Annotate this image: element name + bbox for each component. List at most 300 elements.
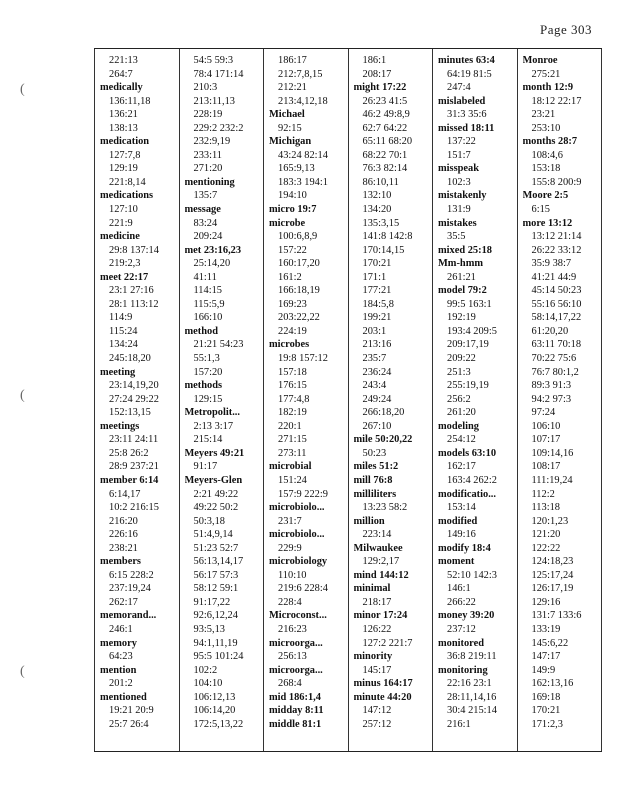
index-page-ref: 182:19 (278, 407, 307, 419)
index-page-ref: 218:17 (362, 596, 392, 608)
index-page-ref: 131:7 133:6 (531, 610, 582, 622)
index-page-ref: 147:17 (531, 651, 561, 663)
index-page-ref: 165:9,13 (278, 163, 315, 175)
index-page-ref: 22:16 23:1 (447, 678, 492, 690)
index-page-ref: 161:2 (278, 271, 302, 283)
index-column (432, 49, 517, 751)
index-page-ref: 64:19 81:5 (447, 68, 492, 80)
binder-hole-mark: ( (20, 388, 25, 403)
index-page-ref: 104:10 (193, 678, 223, 690)
index-page-ref: 134:24 (109, 339, 138, 351)
index-page-ref: 36:8 219:11 (447, 651, 497, 663)
index-page-ref: 55:16 56:10 (531, 298, 582, 310)
index-page-ref: 122:22 (531, 542, 561, 554)
index-page-ref: 28:9 237:21 (109, 461, 159, 473)
index-page-ref: 266:22 (447, 596, 476, 608)
index-term: medication (100, 136, 150, 148)
index-page-ref: 177:21 (362, 285, 392, 297)
index-term: Milwaukee (353, 542, 403, 554)
index-term: money 39:20 (438, 610, 495, 622)
index-page-ref: 46:2 49:8,9 (362, 109, 410, 121)
index-page-ref: 251:3 (447, 366, 471, 378)
index-term: microorga... (269, 664, 323, 676)
index-page-ref: 107:17 (531, 434, 561, 446)
index-term: members (100, 556, 141, 568)
index-term: mistakes (438, 217, 477, 229)
index-page-ref: 108:17 (531, 461, 561, 473)
index-term: modificatio... (438, 488, 497, 500)
index-page-ref: 231:7 (278, 515, 302, 527)
word-index-table (94, 48, 602, 752)
index-page-ref: 120:1,23 (531, 515, 569, 527)
index-page-ref: 83:24 (193, 217, 218, 229)
index-page-ref: 35:9 38:7 (531, 258, 572, 270)
index-page-ref: 13:23 58:2 (362, 502, 408, 514)
index-page-ref: 194:10 (278, 190, 307, 202)
index-page-ref: 127:2 221:7 (362, 637, 413, 649)
index-page-ref: 199:21 (362, 312, 392, 324)
index-term: monitored (438, 637, 484, 649)
index-page-ref: 131:9 (447, 204, 471, 216)
index-term: Meyers 49:21 (184, 447, 245, 459)
index-page-ref: 149:9 (531, 664, 556, 676)
index-term: misspeak (438, 163, 479, 175)
index-term: moment (438, 556, 475, 568)
index-page-ref: 45:14 50:23 (531, 285, 582, 297)
page-number: Page 303 (539, 22, 592, 37)
index-page-ref: 6:15 228:2 (109, 569, 154, 581)
index-page-ref: 56:17 57:3 (193, 569, 239, 581)
index-page-ref: 50:3,18 (193, 515, 225, 527)
index-page-ref: 19:8 157:12 (278, 353, 328, 365)
index-page-ref: 157:18 (278, 366, 307, 378)
index-term: models 63:10 (438, 447, 497, 459)
index-page-ref: 115:24 (109, 325, 138, 337)
index-page-ref: 147:12 (362, 705, 392, 717)
index-term: meeting (100, 366, 136, 378)
index-page-ref: 237:19,24 (109, 583, 151, 595)
index-term: minor 17:24 (353, 610, 408, 622)
index-page-ref: 271:15 (278, 434, 307, 446)
index-term: modeling (438, 420, 479, 432)
index-page-ref: 113:18 (531, 502, 560, 514)
index-term: monitoring (438, 664, 488, 676)
index-page-ref: 127:7,8 (109, 149, 141, 161)
index-page-ref: 13:12 21:14 (531, 231, 582, 243)
index-term: minute 44:20 (353, 691, 412, 703)
index-page-ref: 170:14,15 (362, 244, 405, 256)
index-page-ref: 56:13,14,17 (193, 556, 244, 568)
index-page-ref: 54:5 59:3 (193, 55, 234, 66)
index-term: Mm-hmm (438, 258, 484, 270)
index-term: mistakenly (438, 190, 487, 202)
index-term: minutes 63:4 (438, 55, 495, 66)
index-term: met 23:16,23 (184, 244, 242, 256)
index-page-ref: 201:2 (109, 678, 133, 690)
index-page-ref: 273:11 (278, 447, 307, 459)
index-page-ref: 166:10 (193, 312, 223, 324)
index-page-ref: 221:9 (109, 217, 133, 229)
index-page-ref: 243:4 (362, 380, 387, 392)
index-page-ref: 114:9 (109, 312, 133, 324)
index-page-ref: 109:14,16 (531, 447, 574, 459)
index-page-ref: 58:14,17,22 (531, 312, 582, 324)
index-page-ref: 184:5,8 (362, 298, 394, 310)
index-page-ref: 58:12 59:1 (193, 583, 239, 595)
index-page-ref: 126:17,19 (531, 583, 574, 595)
index-page-ref: 23:14,19,20 (109, 380, 159, 392)
index-term: mislabeled (438, 95, 486, 107)
index-page-ref: 76:3 82:14 (362, 163, 408, 175)
index-page-ref: 125:17,24 (531, 569, 574, 581)
index-page-ref: 253:10 (531, 122, 561, 134)
index-term: Monroe (522, 55, 558, 66)
index-page-ref: 50:23 (362, 447, 387, 459)
index-page-ref: 183:3 194:1 (278, 176, 328, 188)
index-page-ref: 209:17,19 (447, 339, 489, 351)
index-page-ref: 221:8,14 (109, 176, 146, 188)
index-page-ref: 228:19 (193, 109, 223, 121)
index-term: more 13:12 (522, 217, 573, 229)
index-page-ref: 63:11 70:18 (531, 339, 582, 351)
index-page-ref: 203:22,22 (278, 312, 320, 324)
index-page-ref: 233:11 (193, 149, 222, 161)
index-term: missed 18:11 (438, 122, 495, 134)
index-page-ref: 136:21 (109, 109, 138, 121)
index-page-ref: 18:12 22:17 (531, 95, 582, 107)
index-page-ref: 266:18,20 (362, 407, 405, 419)
index-page-ref: 135:7 (193, 190, 218, 202)
index-page-ref: 163:4 262:2 (447, 474, 497, 486)
index-page-ref: 102:3 (447, 176, 471, 188)
index-page-ref: 216:23 (278, 623, 307, 635)
index-term: Michigan (269, 136, 312, 148)
index-page-ref: 213:16 (362, 339, 392, 351)
index-page-ref: 271:20 (193, 163, 223, 175)
index-page-ref: 133:19 (531, 623, 561, 635)
index-term: mixed 25:18 (438, 244, 492, 256)
index-page-ref: 213:11,13 (193, 95, 235, 107)
index-page-ref: 153:14 (447, 502, 476, 514)
index-page-ref: 219:6 228:4 (278, 583, 328, 595)
index-term: might 17:22 (353, 82, 407, 94)
index-term: minority (353, 651, 393, 663)
index-page-ref: 23:11 24:11 (109, 434, 159, 446)
index-term: member 6:14 (100, 474, 159, 486)
index-page-ref: 127:10 (109, 204, 138, 216)
index-page-ref: 155:8 200:9 (531, 176, 582, 188)
index-page-ref: 229:2 232:2 (193, 122, 244, 134)
index-page-ref: 94:1,11,19 (193, 637, 238, 649)
index-page-ref: 170:21 (362, 258, 392, 270)
index-term: model 79:2 (438, 285, 487, 297)
index-page-ref: 192:19 (447, 312, 476, 324)
index-page-ref: 151:24 (278, 474, 307, 486)
index-page-ref: 160:17,20 (278, 258, 320, 270)
index-page-ref: 254:12 (447, 434, 476, 446)
index-page-ref: 162:17 (447, 461, 476, 473)
index-page-ref: 267:10 (362, 420, 392, 432)
index-term: modified (438, 515, 478, 527)
index-page-ref: 28:11,14,16 (447, 691, 497, 703)
index-page-ref: 106:12,13 (193, 691, 236, 703)
index-page-ref: 171:1 (362, 271, 387, 283)
index-page-ref: 232:9,19 (193, 136, 231, 148)
index-term: month 12:9 (522, 82, 574, 94)
index-page-ref: 134:20 (362, 204, 392, 216)
index-page-ref: 149:16 (447, 529, 476, 541)
index-page-ref: 246:1 (109, 623, 133, 635)
index-page-ref: 91:17 (193, 461, 218, 473)
index-page-ref: 51:23 52:7 (193, 542, 239, 554)
index-page-ref: 86:10,11 (362, 176, 399, 188)
index-page-ref: 41:21 44:9 (531, 271, 577, 283)
index-page-ref: 2:13 3:17 (193, 420, 234, 432)
index-page-ref: 177:4,8 (278, 393, 310, 405)
index-page-ref: 91:17,22 (193, 596, 231, 608)
index-term: milliliters (353, 488, 397, 500)
index-page-ref: 238:21 (109, 542, 138, 554)
index-page-ref: 92:15 (278, 122, 302, 134)
index-page-ref: 216:1 (447, 718, 471, 730)
index-term: microbes (269, 339, 310, 351)
index-page-ref: 166:18,19 (278, 285, 320, 297)
index-column (94, 49, 179, 751)
index-term: microbiology (269, 556, 328, 568)
index-term: medications (100, 190, 154, 202)
index-column (517, 49, 603, 751)
index-page-ref: 21:21 54:23 (193, 339, 244, 351)
index-term: midday 8:11 (269, 705, 324, 717)
index-page-ref: 169:23 (278, 298, 307, 310)
index-term: microorga... (269, 637, 323, 649)
index-page-ref: 261:21 (447, 271, 476, 283)
index-term: minus 164:17 (353, 678, 413, 690)
index-page-ref: 111:19,24 (531, 474, 573, 486)
index-page-ref: 61:20,20 (531, 325, 569, 337)
index-page-ref: 137:22 (447, 136, 476, 148)
index-page-ref: 2:21 49:22 (193, 488, 239, 500)
index-page-ref: 64:23 (109, 651, 133, 663)
index-page-ref: 23:21 (531, 109, 556, 121)
index-page-ref: 213:4,12,18 (278, 95, 328, 107)
index-page-ref: 153:18 (531, 163, 561, 175)
index-page-ref: 169:18 (531, 691, 561, 703)
index-term: mid 186:1,4 (269, 691, 321, 703)
binder-hole-mark: ( (20, 82, 25, 97)
index-page-ref: 28:1 113:12 (109, 298, 159, 310)
index-term: mile 50:20,22 (353, 434, 413, 446)
index-page-ref: 10:2 216:15 (109, 502, 159, 514)
index-term: method (184, 325, 218, 337)
index-page-ref: 68:22 70:1 (362, 149, 408, 161)
index-page-ref: 30:4 215:14 (447, 705, 497, 717)
index-page-ref: 208:17 (362, 68, 392, 80)
index-page-ref: 102:2 (193, 664, 218, 676)
index-page-ref: 124:18,23 (531, 556, 574, 568)
index-page-ref: 106:10 (531, 420, 561, 432)
index-page-ref: 170:21 (531, 705, 561, 717)
index-page-ref: 100:6,8,9 (278, 231, 318, 243)
index-page-ref: 78:4 171:14 (193, 68, 244, 80)
index-page-ref: 43:24 82:14 (278, 149, 328, 161)
index-page-ref: 162:13,16 (531, 678, 574, 690)
index-term: microbial (269, 461, 312, 473)
index-page-ref: 237:12 (447, 623, 476, 635)
index-term: Microconst... (269, 610, 327, 622)
index-page-ref: 129:19 (109, 163, 138, 175)
index-term: Metropolit... (184, 407, 240, 419)
index-page-ref: 132:10 (362, 190, 392, 202)
index-page-ref: 212:7,8,15 (278, 68, 323, 80)
index-page-ref: 203:1 (362, 325, 387, 337)
index-page-ref: 94:2 97:3 (531, 393, 572, 405)
index-page-ref: 135:3,15 (362, 217, 400, 229)
index-page-ref: 264:7 (109, 68, 133, 80)
index-page-ref: 209:24 (193, 231, 223, 243)
index-page-ref: 6:14,17 (109, 488, 141, 500)
index-page-ref: 31:3 35:6 (447, 109, 487, 121)
index-page-ref: 55:1,3 (193, 353, 220, 365)
index-page-ref: 151:7 (447, 149, 471, 161)
index-term: medically (100, 82, 143, 94)
index-page-ref: 209:22 (447, 353, 476, 365)
index-page-ref: 115:5,9 (193, 298, 225, 310)
index-column (348, 49, 433, 751)
index-page-ref: 29:8 137:14 (109, 244, 159, 256)
index-term: mentioned (100, 691, 147, 703)
index-term: Meyers-Glen (184, 474, 243, 486)
index-term: miles 51:2 (353, 461, 399, 473)
index-page-ref: 157:20 (193, 366, 223, 378)
index-page-ref: 51:4,9,14 (193, 529, 233, 541)
index-page-ref: 108:4,6 (531, 149, 563, 161)
index-page-ref: 172:5,13,22 (193, 718, 244, 730)
index-page-ref: 89:3 91:3 (531, 380, 572, 392)
index-term: mentioning (184, 176, 235, 188)
index-page-ref: 126:22 (362, 623, 392, 635)
index-term: meetings (100, 420, 140, 432)
index-term: modify 18:4 (438, 542, 491, 554)
index-term: microbiolo... (269, 529, 325, 541)
index-page-ref: 6:15 (531, 204, 550, 216)
index-page-ref: 249:24 (362, 393, 392, 405)
index-page-ref: 106:14,20 (193, 705, 236, 717)
index-term: memorand... (100, 610, 157, 622)
index-page-ref: 212:21 (278, 82, 307, 94)
index-page-ref: 93:5,13 (193, 623, 225, 635)
index-page-ref: 129:16 (531, 596, 561, 608)
index-term: microbe (269, 217, 306, 229)
index-page-ref: 221:13 (109, 55, 138, 66)
index-page-ref: 25:8 26:2 (109, 447, 149, 459)
index-term: medicine (100, 231, 140, 243)
index-page-ref: 19:21 20:9 (109, 705, 154, 717)
index-page-ref: 52:10 142:3 (447, 569, 497, 581)
index-page-ref: 76:7 80:1,2 (531, 366, 579, 378)
index-term: memory (100, 637, 137, 649)
index-page-ref: 25:14,20 (193, 258, 231, 270)
index-page-ref: 129:2,17 (362, 556, 400, 568)
index-page-ref: 275:21 (531, 68, 561, 80)
index-page-ref: 92:6,12,24 (193, 610, 238, 622)
index-page-ref: 262:17 (109, 596, 138, 608)
index-page-ref: 129:15 (193, 393, 223, 405)
index-page-ref: 25:7 26:4 (109, 718, 149, 730)
index-page-ref: 65:11 68:20 (362, 136, 413, 148)
index-page-ref: 49:22 50:2 (193, 502, 239, 514)
index-page-ref: 157:9 222:9 (278, 488, 328, 500)
index-page-ref: 223:14 (362, 529, 392, 541)
index-page-ref: 224:19 (278, 325, 307, 337)
index-page-ref: 186:1 (362, 55, 387, 66)
index-page-ref: 215:14 (193, 434, 223, 446)
index-page-ref: 26:23 41:5 (362, 95, 408, 107)
index-page-ref: 210:3 (193, 82, 218, 94)
index-page-ref: 257:12 (362, 718, 392, 730)
index-page-ref: 136:11,18 (109, 95, 151, 107)
index-page-ref: 176:15 (278, 380, 307, 392)
index-page-ref: 228:4 (278, 596, 302, 608)
index-page-ref: 110:10 (278, 569, 307, 581)
index-term: mind 144:12 (353, 569, 409, 581)
index-page-ref: 41:11 (193, 271, 217, 283)
index-page-ref: 138:13 (109, 122, 138, 134)
index-term: meet 22:17 (100, 271, 149, 283)
index-page-ref: 216:20 (109, 515, 138, 527)
index-term: methods (184, 380, 223, 392)
index-page-ref: 95:5 101:24 (193, 651, 244, 663)
index-page-ref: 35:5 (447, 231, 466, 243)
index-term: Moore 2:5 (522, 190, 569, 202)
index-page-ref: 145:6,22 (531, 637, 569, 649)
index-term: million (353, 515, 385, 527)
index-term: mill 76:8 (353, 474, 393, 486)
index-column (263, 49, 348, 751)
index-term: Michael (269, 109, 305, 121)
index-page-ref: 261:20 (447, 407, 476, 419)
index-term: micro 19:7 (269, 204, 317, 216)
index-term: microbiolo... (269, 502, 325, 514)
index-page-ref: 141:8 142:8 (362, 231, 413, 243)
index-page-ref: 256:13 (278, 651, 307, 663)
index-page-ref: 27:24 29:22 (109, 393, 159, 405)
index-page-ref: 245:18,20 (109, 353, 151, 365)
index-page-ref: 219:2,3 (109, 258, 141, 270)
index-page-ref: 247:4 (447, 82, 471, 94)
index-term: middle 81:1 (269, 718, 322, 730)
index-page-ref: 146:1 (447, 583, 471, 595)
index-page-ref: 97:24 (531, 407, 556, 419)
index-page-ref: 114:15 (193, 285, 222, 297)
index-page-ref: 220:1 (278, 420, 302, 432)
index-page-ref: 236:24 (362, 366, 392, 378)
index-page-ref: 193:4 209:5 (447, 325, 497, 337)
index-page-ref: 255:19,19 (447, 380, 489, 392)
index-page-ref: 112:2 (531, 488, 555, 500)
index-page-ref: 157:22 (278, 244, 307, 256)
index-page-ref: 186:17 (278, 55, 307, 66)
index-page-ref: 23:1 27:16 (109, 285, 154, 297)
index-page-ref: 171:2,3 (531, 718, 563, 730)
binder-hole-mark: ( (20, 664, 25, 679)
index-page-ref: 152:13,15 (109, 407, 151, 419)
index-page-ref: 145:17 (362, 664, 392, 676)
index-term: mention (100, 664, 137, 676)
index-page-ref: 70:22 75:6 (531, 353, 577, 365)
index-term: message (184, 204, 221, 216)
index-page-ref: 268:4 (278, 678, 302, 690)
